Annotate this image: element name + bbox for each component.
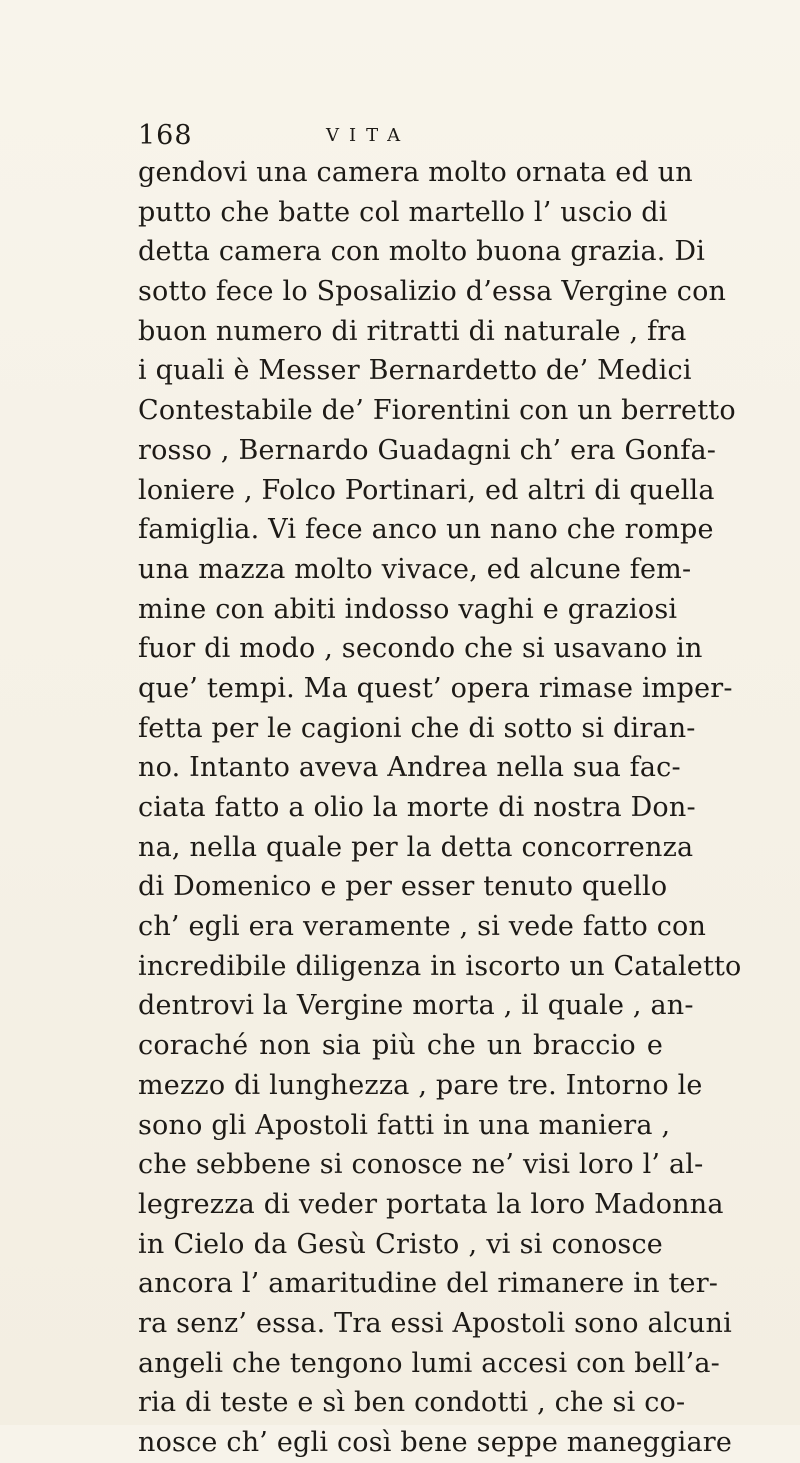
- text-line: gendovi una camera molto ornata ed un: [138, 157, 693, 188]
- text-line: incredibile diligenza in iscorto un Cataletto: [138, 950, 742, 982]
- page-number: 168: [138, 120, 193, 151]
- text-line: fetta per le cagioni che di sotto si diran-: [138, 712, 696, 744]
- text-line: dentrovi la Vergine morta , il quale , an-: [138, 990, 694, 1022]
- text-line: ra senz’ essa. Tra essi Apostoli sono alcuni: [138, 1307, 732, 1339]
- text-line: que’ tempi. Ma quest’ opera rimase imper-: [138, 672, 733, 704]
- text-line: detta camera con molto buona grazia. Di: [138, 236, 706, 268]
- text-line: famiglia. Vi fece anco un nano che rompe: [138, 514, 714, 546]
- text-line: putto che batte col martello l’ uscio di: [138, 196, 668, 228]
- text-line: mezzo di lunghezza , pare tre. Intorno le: [138, 1069, 703, 1101]
- text-line: no. Intanto aveva Andrea nella sua fac-: [138, 752, 681, 784]
- running-title: VITA: [326, 125, 411, 146]
- text-line: buon numero di ritratti di naturale , fra: [138, 315, 687, 347]
- text-line: sotto fece lo Sposalizio d’essa Vergine con: [138, 276, 727, 308]
- text-line: di Domenico e per esser tenuto quello: [138, 871, 668, 903]
- body-text: [138, 153, 742, 1463]
- text-line: legrezza di veder portata la loro Madonna: [138, 1188, 724, 1220]
- text-line: ch’ egli era veramente , si vede fatto con: [138, 911, 707, 943]
- page-header: [138, 120, 658, 152]
- text-line: Contestabile de’ Fiorentini con un berretto: [138, 395, 736, 427]
- text-line: angeli che tengono lumi accesi con bell’a-: [138, 1347, 720, 1379]
- text-line: loniere , Folco Portinari, ed altri di quella: [138, 474, 715, 506]
- text-line: na, nella quale per la detta concorrenza: [138, 831, 694, 863]
- text-line: nosce ch’ egli così bene seppe maneggiare: [138, 1427, 733, 1458]
- text-line: fuor di modo , secondo che si usavano in: [138, 633, 703, 665]
- text-line: in Cielo da Gesù Cristo , vi si conosce: [138, 1228, 663, 1260]
- text-line: rosso , Bernardo Guadagni ch’ era Gonfa-: [138, 434, 717, 466]
- text-line: ciata fatto a olio la morte di nostra Don-: [138, 792, 696, 823]
- text-line: mine con abiti indosso vaghi e graziosi: [138, 593, 678, 625]
- text-line: una mazza molto vivace, ed alcune fem-: [138, 553, 692, 585]
- text-line: ancora l’ amaritudine del rimanere in ter-: [138, 1268, 719, 1300]
- text-line: sono gli Apostoli fatti in una maniera ,: [138, 1109, 671, 1141]
- text-line: che sebbene si conosce ne’ visi loro l’ al-: [138, 1149, 704, 1181]
- text-line: coraché non sia più che un braccio e: [138, 1030, 663, 1062]
- text-line: ria di teste e sì ben condotti , che si co-: [138, 1387, 686, 1419]
- text-line: i quali è Messer Bernardetto de’ Medici: [138, 355, 692, 387]
